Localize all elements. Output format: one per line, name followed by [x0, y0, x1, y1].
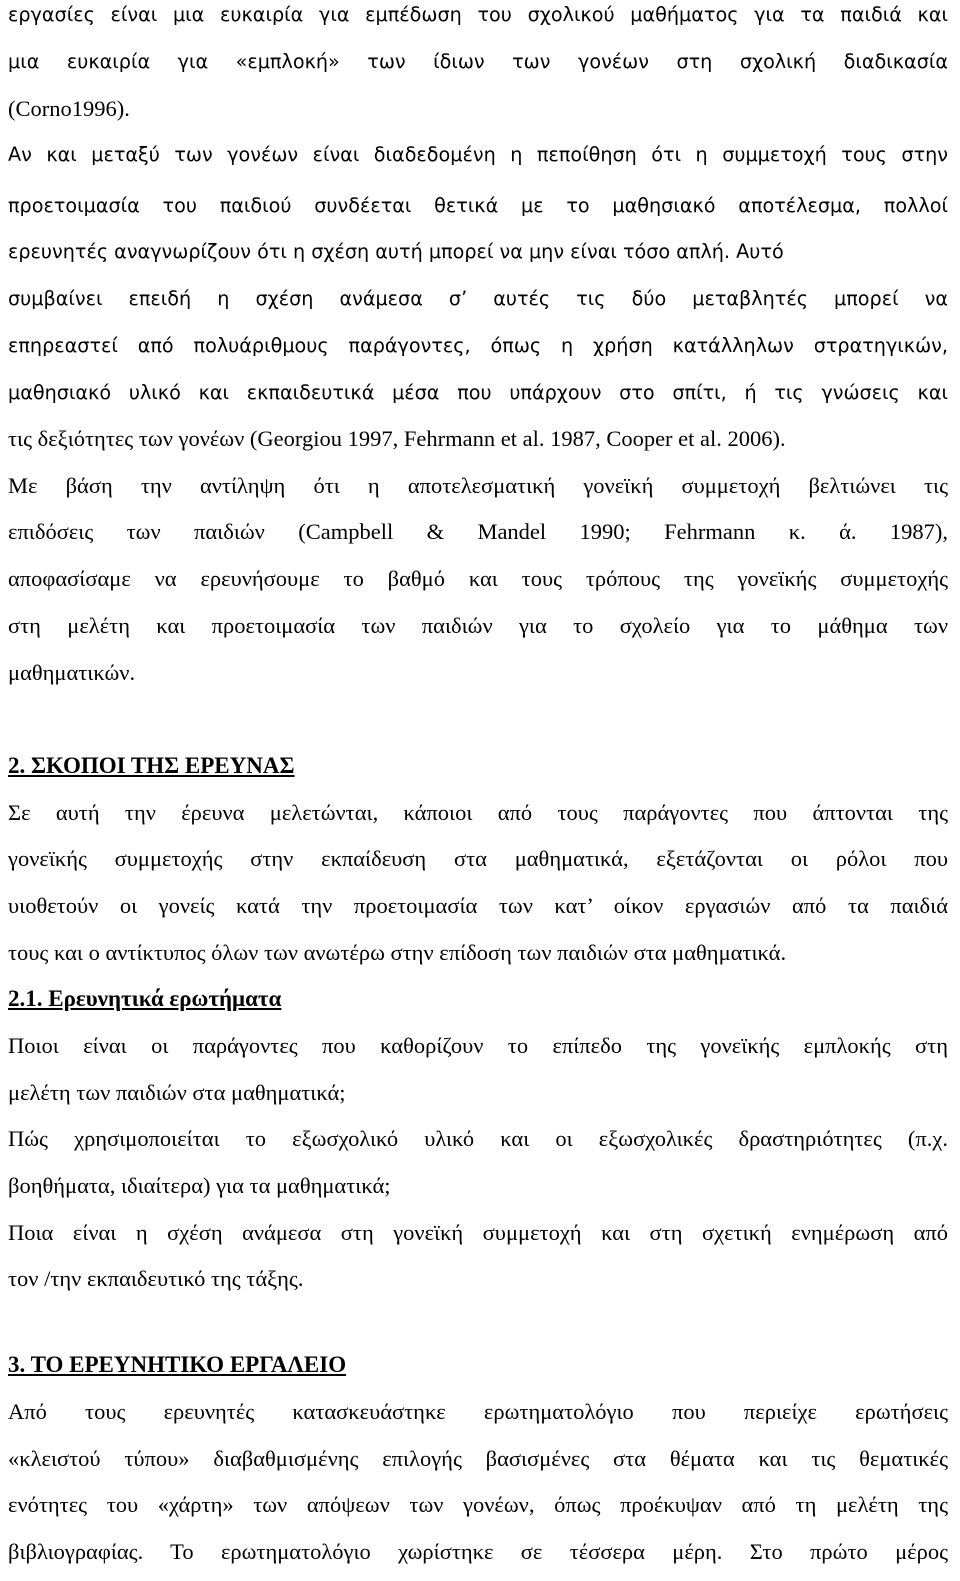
paragraph-line: μια ευκαιρία για «εμπλοκή» των ίδιων των γονέων στη σχολική διαδικασία	[8, 50, 948, 73]
section-heading	[8, 1341, 948, 1389]
paragraph-line: Σε αυτή την έρευνα μελετώνται, κάποιοι από τους παράγοντες που άπτονται της	[8, 800, 948, 825]
subsection-heading	[8, 975, 948, 1023]
paragraph-line: Πώς χρησιμοποιείται το εξωσχολικό υλικό και οι εξωσχολικές δραστηριότητες (π.χ.	[8, 1126, 948, 1151]
paragraph-line: μελέτη των παιδιών στα μαθηματικά;	[8, 1080, 346, 1105]
paragraph-line: στη μελέτη και προετοιμασία των παιδιών για το σχολείο για το μάθημα των	[8, 613, 948, 638]
paragraph-line: ερευνητές αναγνωρίζουν ότι η σχέση αυτή μπορεί να μην είναι τόσο απλή. Αυτό	[8, 240, 784, 263]
paragraph-line: Αν και μεταξύ των γονέων είναι διαδεδομένη η πεποίθηση ότι η συμμετοχή τους στην	[8, 143, 948, 166]
paragraph-line: βιβλιογραφίας. Το ερωτηματολόγιο χωρίστηκε σε τέσσερα μέρη. Στο πρώτο μέρος	[8, 1539, 948, 1564]
section-heading	[8, 742, 948, 790]
paragraph-line: Με βάση την αντίληψη ότι η αποτελεσματική γονεϊκή συμμετοχή βελτιώνει τις	[8, 473, 948, 498]
paragraph-line: Από τους ερευνητές κατασκευάστηκε ερωτηματολόγιο που περιείχε ερωτήσεις	[8, 1399, 948, 1424]
section-heading-text: 2. ΣΚΟΠΟΙ ΤΗΣ ΕΡΕΥΝΑΣ	[8, 753, 295, 778]
paragraph-line: ενότητες του «χάρτη» των απόψεων των γονέων, όπως προέκυψαν από τη μελέτη της	[8, 1492, 948, 1517]
paragraph-line: τις δεξιότητες των γονέων (Georgiou 1997, Fehrmann et al. 1987, Cooper et al. 2006).	[8, 426, 786, 451]
paragraph-line: βοηθήματα, ιδιαίτερα) για τα μαθηματικά;	[8, 1173, 391, 1198]
paragraph-line: αποφασίσαμε να ερευνήσουμε το βαθμό και τους τρόπους της γονεϊκής συμμετοχής	[8, 566, 948, 591]
paragraph-line: τους και ο αντίκτυπος όλων των ανωτέρω στην επίδοση των παιδιών στα μαθηματικά.	[8, 940, 787, 965]
paragraph-line: εργασίες είναι μια ευκαιρία για εμπέδωση του σχολικού μαθήματος για τα παιδιά και	[8, 3, 948, 26]
section-heading-text: 3. ΤΟ ΕΡΕΥΝΗΤΙΚΟ ΕΡΓΑΛΕΙΟ	[8, 1352, 347, 1377]
paragraph-line: προετοιμασία του παιδιού συνδέεται θετικά με το μαθησιακό αποτέλεσμα, πολλοί	[8, 194, 948, 217]
paragraph-line: «κλειστού τύπου» διαβαθμισμένης επιλογής βασισμένες στα θέματα και τις θεματικές	[8, 1446, 948, 1471]
paragraph-line: Ποιοι είναι οι παράγοντες που καθορίζουν το επίπεδο της γονεϊκής εμπλοκής στη	[8, 1033, 948, 1058]
paragraph-line: συμβαίνει επειδή η σχέση ανάμεσα σ’ αυτές τις δύο μεταβλητές μπορεί να	[8, 287, 948, 310]
paragraph-line: μαθηματικών.	[8, 660, 136, 685]
paragraph-line: τον /την εκπαιδευτικό της τάξης.	[8, 1266, 304, 1291]
paragraph-line: επηρεαστεί από πολυάριθμους παράγοντες, όπως η χρήση κατάλληλων στρατηγικών,	[8, 334, 948, 357]
paragraph-line: γονεϊκής συμμετοχής στην εκπαίδευση στα μαθηματικά, εξετάζονται οι ρόλοι που	[8, 846, 948, 871]
paragraph-line: (Corno1996).	[8, 96, 130, 121]
paragraph-line: μαθησιακό υλικό και εκπαιδευτικά μέσα που υπάρχουν στο σπίτι, ή τις γνώσεις και	[8, 381, 948, 404]
paragraph-line: επιδόσεις των παιδιών (Campbell & Mandel 1990; Fehrmann κ. ά. 1987),	[8, 519, 948, 544]
subsection-heading-text: 2.1. Ερευνητικά ερωτήματα	[8, 986, 282, 1011]
paragraph-line: υιοθετούν οι γονείς κατά την προετοιμασία των κατ’ οίκον εργασιών από τα παιδιά	[8, 893, 948, 918]
paragraph-line: Ποια είναι η σχέση ανάμεσα στη γονεϊκή συμμετοχή και στη σχετική ενημέρωση από	[8, 1220, 948, 1245]
